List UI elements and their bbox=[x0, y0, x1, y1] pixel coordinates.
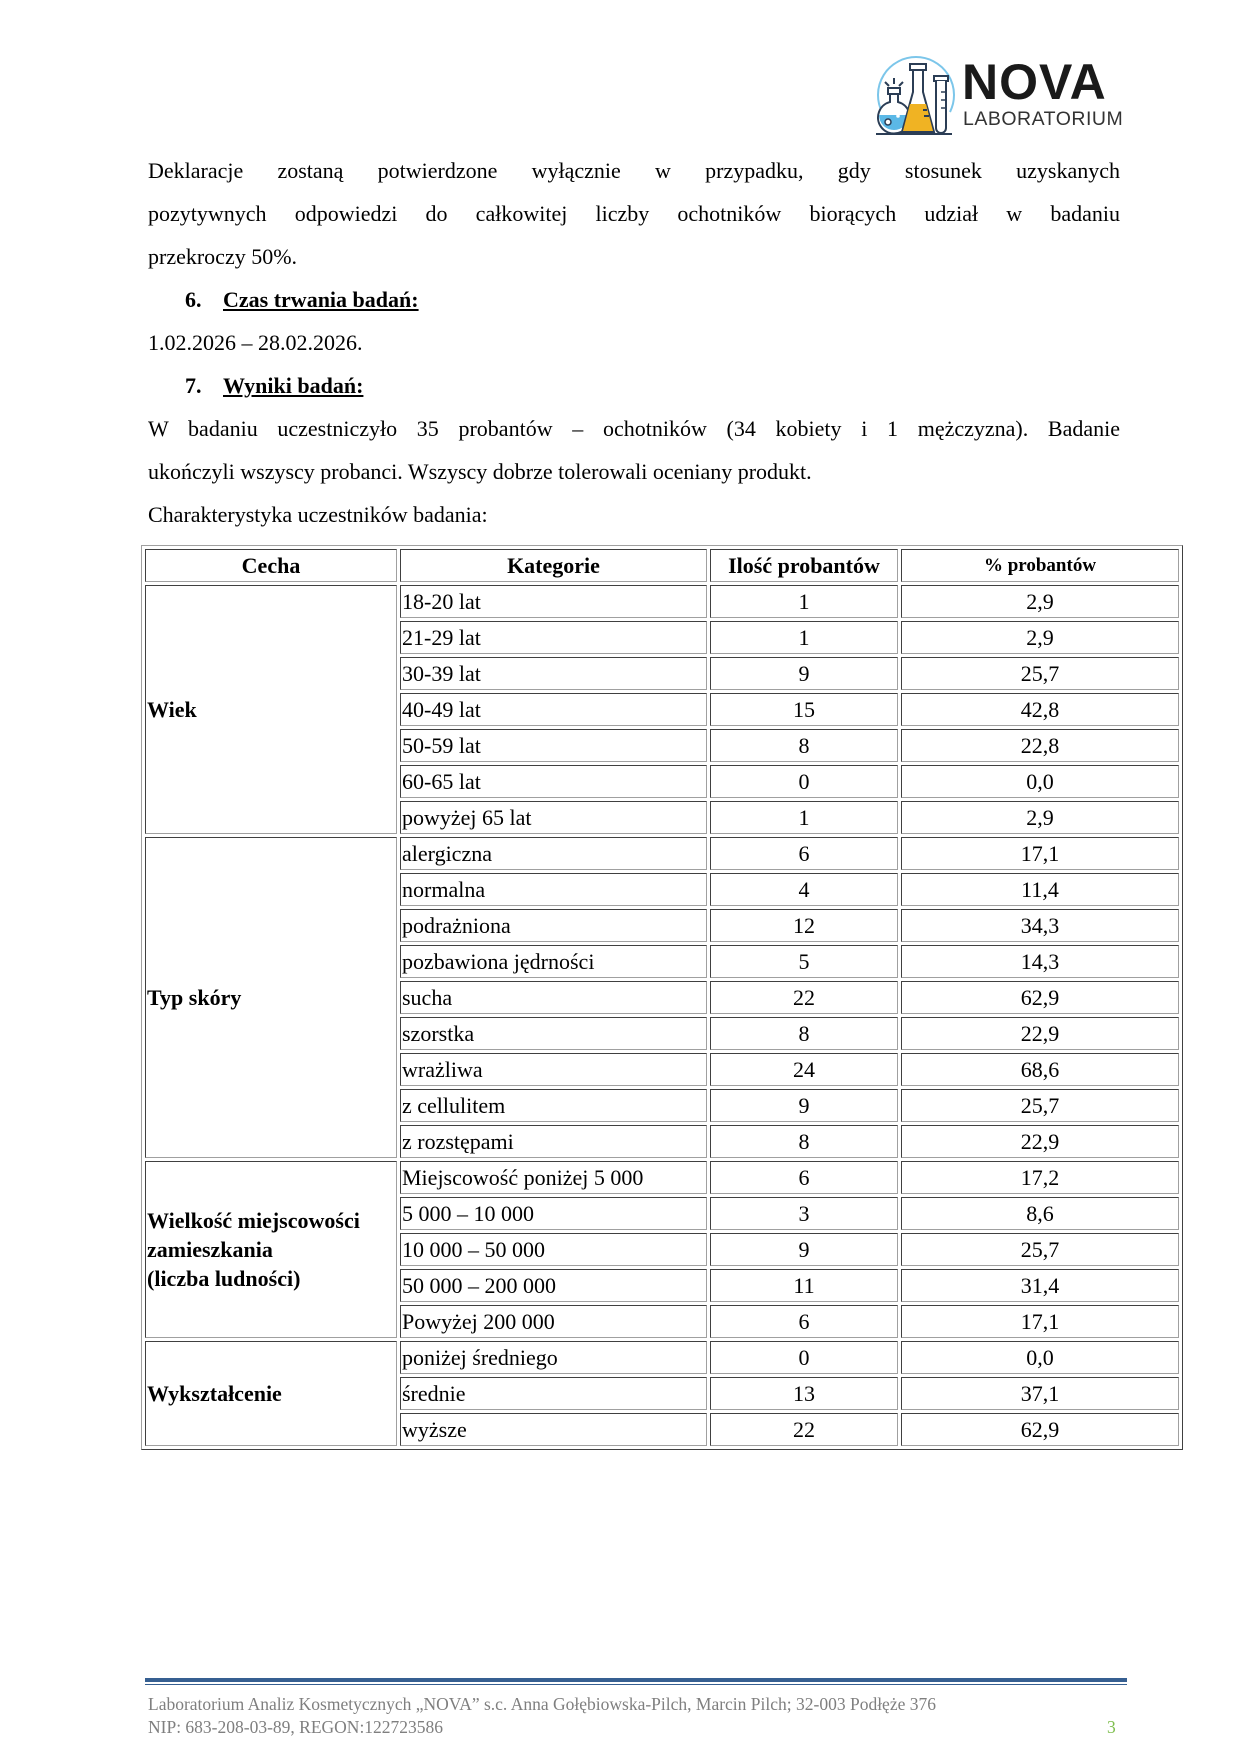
percent-cell: 31,4 bbox=[901, 1269, 1179, 1302]
category-cell: 60-65 lat bbox=[400, 765, 707, 798]
category-cell: z rozstępami bbox=[400, 1125, 707, 1158]
footer-tax-ids: NIP: 683-208-03-89, REGON:122723586 bbox=[148, 1717, 444, 1737]
count-cell: 1 bbox=[710, 801, 898, 834]
category-cell: 40-49 lat bbox=[400, 693, 707, 726]
percent-cell: 17,1 bbox=[901, 837, 1179, 870]
category-cell: średnie bbox=[400, 1377, 707, 1410]
category-cell: z cellulitem bbox=[400, 1089, 707, 1122]
count-cell: 9 bbox=[710, 1089, 898, 1122]
percent-cell: 34,3 bbox=[901, 909, 1179, 942]
table-row bbox=[145, 837, 1179, 870]
section-7-heading bbox=[185, 364, 363, 407]
percent-cell: 25,7 bbox=[901, 1233, 1179, 1266]
category-cell: 21-29 lat bbox=[400, 621, 707, 654]
section-7-number: 7. bbox=[185, 373, 202, 398]
header-kategorie: Kategorie bbox=[400, 549, 707, 582]
count-cell: 12 bbox=[710, 909, 898, 942]
section-6-heading bbox=[185, 278, 419, 321]
page-number: 3 bbox=[1107, 1717, 1116, 1737]
group-label-line: (liczba ludności) bbox=[147, 1266, 301, 1291]
percent-cell: 17,2 bbox=[901, 1161, 1179, 1194]
percent-cell: 14,3 bbox=[901, 945, 1179, 978]
section-6-title: Czas trwania badań: bbox=[223, 287, 419, 312]
category-cell: 10 000 – 50 000 bbox=[400, 1233, 707, 1266]
header-percent: % probantów bbox=[901, 549, 1179, 582]
category-cell: 30-39 lat bbox=[400, 657, 707, 690]
percent-cell: 62,9 bbox=[901, 981, 1179, 1014]
footer-rule-thin bbox=[145, 1684, 1127, 1685]
study-duration: 1.02.2026 – 28.02.2026. bbox=[148, 330, 363, 355]
count-cell: 8 bbox=[710, 1125, 898, 1158]
intro-line-3: przekroczy 50%. bbox=[148, 244, 298, 269]
percent-cell: 2,9 bbox=[901, 801, 1179, 834]
category-cell: 5 000 – 10 000 bbox=[400, 1197, 707, 1230]
count-cell: 4 bbox=[710, 873, 898, 906]
footer-rule-thick bbox=[145, 1678, 1127, 1682]
intro-line-2: pozytywnych odpowiedzi do całkowitej liczby ochotników biorących udział w badaniu bbox=[148, 201, 1120, 226]
table-body bbox=[145, 585, 1179, 1446]
intro-line-1: Deklaracje zostaną potwierdzone wyłącznie w przypadku, gdy stosunek uzyskanych bbox=[148, 158, 1120, 183]
count-cell: 8 bbox=[710, 1017, 898, 1050]
percent-cell: 8,6 bbox=[901, 1197, 1179, 1230]
count-cell: 8 bbox=[710, 729, 898, 762]
count-cell: 13 bbox=[710, 1377, 898, 1410]
count-cell: 3 bbox=[710, 1197, 898, 1230]
group-label: Typ skóry bbox=[145, 837, 397, 1158]
count-cell: 22 bbox=[710, 981, 898, 1014]
percent-cell: 42,8 bbox=[901, 693, 1179, 726]
percent-cell: 0,0 bbox=[901, 1341, 1179, 1374]
category-cell: 50-59 lat bbox=[400, 729, 707, 762]
percent-cell: 11,4 bbox=[901, 873, 1179, 906]
category-cell: pozbawiona jędrności bbox=[400, 945, 707, 978]
table-row bbox=[145, 1161, 1179, 1194]
category-cell: normalna bbox=[400, 873, 707, 906]
count-cell: 1 bbox=[710, 621, 898, 654]
category-cell: 50 000 – 200 000 bbox=[400, 1269, 707, 1302]
count-cell: 1 bbox=[710, 585, 898, 618]
table-header-row bbox=[145, 549, 1179, 582]
logo-wordmark: NOVA bbox=[962, 54, 1107, 110]
group-label bbox=[145, 1161, 397, 1338]
percent-cell: 62,9 bbox=[901, 1413, 1179, 1446]
table-row bbox=[145, 585, 1179, 618]
count-cell: 6 bbox=[710, 1305, 898, 1338]
category-cell: Powyżej 200 000 bbox=[400, 1305, 707, 1338]
count-cell: 6 bbox=[710, 837, 898, 870]
count-cell: 15 bbox=[710, 693, 898, 726]
nova-logo bbox=[872, 52, 1122, 140]
category-cell: alergiczna bbox=[400, 837, 707, 870]
percent-cell: 2,9 bbox=[901, 585, 1179, 618]
percent-cell: 22,8 bbox=[901, 729, 1179, 762]
category-cell: Miejscowość poniżej 5 000 bbox=[400, 1161, 707, 1194]
footer-address: Laboratorium Analiz Kosmetycznych „NOVA” s.c. Anna Gołębiowska-Pilch, Marcin Pilch; 32-003 Podłęże 376 bbox=[148, 1694, 936, 1714]
table-caption: Charakterystyka uczestników badania: bbox=[148, 502, 488, 527]
category-cell: wrażliwa bbox=[400, 1053, 707, 1086]
category-cell: szorstka bbox=[400, 1017, 707, 1050]
count-cell: 22 bbox=[710, 1413, 898, 1446]
percent-cell: 37,1 bbox=[901, 1377, 1179, 1410]
group-label-line: Wielkość miejscowości bbox=[147, 1208, 360, 1233]
count-cell: 9 bbox=[710, 657, 898, 690]
category-cell: powyżej 65 lat bbox=[400, 801, 707, 834]
header-cecha: Cecha bbox=[145, 549, 397, 582]
count-cell: 6 bbox=[710, 1161, 898, 1194]
logo-subtitle: LABORATORIUM bbox=[963, 108, 1124, 130]
count-cell: 24 bbox=[710, 1053, 898, 1086]
section-7-title: Wyniki badań: bbox=[223, 373, 364, 398]
count-cell: 11 bbox=[710, 1269, 898, 1302]
count-cell: 0 bbox=[710, 1341, 898, 1374]
percent-cell: 68,6 bbox=[901, 1053, 1179, 1086]
category-cell: 18-20 lat bbox=[400, 585, 707, 618]
lab-flasks-icon bbox=[872, 52, 960, 140]
group-label: Wykształcenie bbox=[145, 1341, 397, 1446]
percent-cell: 22,9 bbox=[901, 1017, 1179, 1050]
percent-cell: 25,7 bbox=[901, 657, 1179, 690]
percent-cell: 17,1 bbox=[901, 1305, 1179, 1338]
group-label: Wiek bbox=[145, 585, 397, 834]
participants-table bbox=[141, 545, 1183, 1450]
category-cell: wyższe bbox=[400, 1413, 707, 1446]
count-cell: 9 bbox=[710, 1233, 898, 1266]
category-cell: sucha bbox=[400, 981, 707, 1014]
count-cell: 0 bbox=[710, 765, 898, 798]
section-6-number: 6. bbox=[185, 287, 202, 312]
table-row bbox=[145, 1341, 1179, 1374]
group-label-line: zamieszkania bbox=[147, 1237, 273, 1262]
category-cell: podrażniona bbox=[400, 909, 707, 942]
header-count: Ilość probantów bbox=[710, 549, 898, 582]
percent-cell: 0,0 bbox=[901, 765, 1179, 798]
percent-cell: 25,7 bbox=[901, 1089, 1179, 1122]
category-cell: poniżej średniego bbox=[400, 1341, 707, 1374]
count-cell: 5 bbox=[710, 945, 898, 978]
percent-cell: 22,9 bbox=[901, 1125, 1179, 1158]
percent-cell: 2,9 bbox=[901, 621, 1179, 654]
results-line-1: W badaniu uczestniczyło 35 probantów – ochotników (34 kobiety i 1 mężczyzna). Badanie bbox=[148, 416, 1120, 441]
results-line-2: ukończyli wszyscy probanci. Wszyscy dobrze tolerowali oceniany produkt. bbox=[148, 459, 812, 484]
